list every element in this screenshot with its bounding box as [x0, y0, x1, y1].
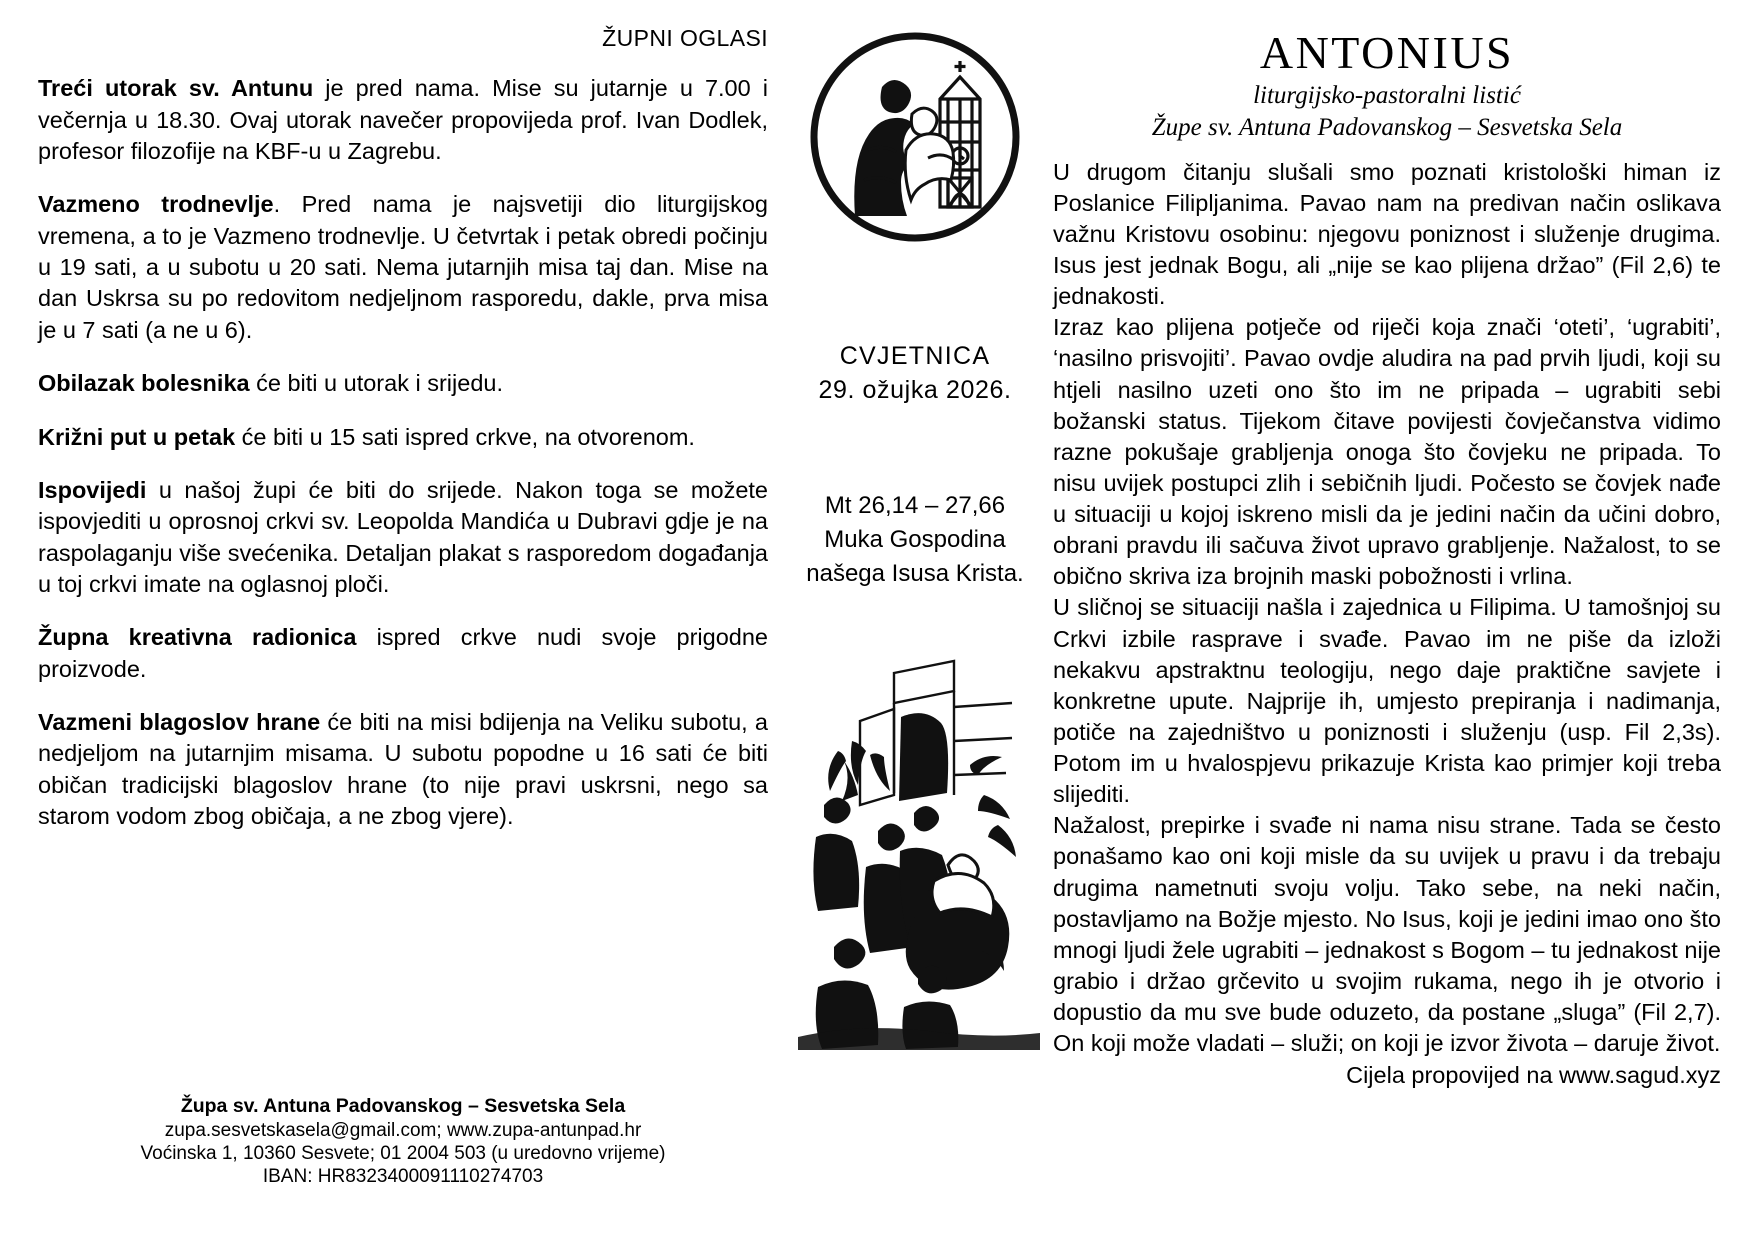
announcement-item	[38, 622, 768, 685]
announcement-lead: Vazmeno trodnevlje	[38, 191, 274, 218]
bulletin-date: 29. ožujka 2026.	[818, 375, 1012, 404]
parish-name: Župa sv. Antuna Padovanskog – Sesvetska Sela	[180, 1095, 626, 1117]
announcement-lead: Vazmeni blagoslov hrane	[38, 709, 321, 736]
announcements-heading: ŽUPNI OGLASI	[602, 25, 768, 51]
announcement-body: će biti na misi bdijenja na Veliku subotu, a nedjeljom na jutarnjim misama. U subotu popodne u 16 sati će biti običan tradicijski blagoslov hrane (to nije pravi uskrsni, nego sa starom vodom zbog običaja, a ne zbog vjere).	[38, 709, 768, 830]
announcements-column	[38, 26, 768, 832]
announcement-lead: Obilazak bolesnika	[38, 370, 250, 397]
announcement-item	[38, 422, 768, 453]
reflection-column	[1053, 28, 1721, 1091]
center-column	[790, 30, 1040, 591]
announcement-body: . Pred nama je najsvetiji dio liturgijskog vremena, a to je Vazmeno trodnevlje. U četvrtak i petak obredi počinju u 19 sati, a u subotu u 20 sati. Nema jutarnjih misa taj dan. Mise na dan Uskrsa su po redovitom nedjeljnom rasporedu, dakle, prva misa je u 7 sati (a ne u 6).	[38, 191, 769, 343]
parish-iban-line: IBAN: HR8323400091110274703	[262, 1166, 544, 1188]
reflection-article	[1053, 157, 1721, 1092]
announcement-item	[38, 73, 768, 167]
masthead-subtitle-1: liturgijsko-pastoralni listić	[1253, 81, 1521, 109]
liturgical-occasion: CVJETNICA	[839, 342, 991, 370]
masthead	[1053, 28, 1721, 144]
announcement-body: će biti u utorak i srijedu.	[249, 370, 503, 397]
parish-contact-footer	[38, 1095, 768, 1188]
palm-sunday-illustration	[798, 655, 1040, 1050]
parish-address-line: Voćinska 1, 10360 Sesvete; 01 2004 503 (u uredovno vrijeme)	[140, 1142, 666, 1164]
announcement-lead: Župna kreativna radionica	[38, 624, 357, 651]
gospel-title-line-2: našega Isusa Krista.	[806, 559, 1024, 587]
announcement-body: je pred nama. Mise su jutarnje u 7.00 i večernja u 18.30. Ovaj utorak navečer propovijeda prof. Ivan Dodlek, profesor filozofije na KBF-u u Zagrebu.	[38, 75, 768, 165]
reflection-paragraph: U sličnoj se situaciji našla i zajednica u Filipima. U tamošnjoj su Crkvi izbile rasprave i svađe. Pavao im ne piše da izloži nekakvu apstraktnu teologiju, nego daje praktične savjete i konkretne upute. Najprije ih, umjesto prepiranja i nadimanja, potiče na zajedništvo u poniznosti i služenju (usp. Fil 2,3s). Potom im u hvalospjevu prikazuje Krista kao primjer koji treba slijediti.	[1053, 594, 1721, 808]
masthead-subtitle-2: Župe sv. Antuna Padovanskog – Sesvetska Sela	[1151, 113, 1623, 141]
gospel-reference: Mt 26,14 – 27,66	[824, 491, 1006, 519]
reflection-paragraph: Izraz kao plijena potječe od riječi koja znači ‘oteti’, ‘ugrabiti’, ‘nasilno prisvojiti’. Pavao ovdje aludira na pad prvih ljudi, koji su htjeli nasilno uzeti ono što im ne pripada – ugrabiti sebi božanski status. Tijekom čitave povijesti čovječanstva vidimo razne pokušaje grabljenja onoga što čovjeku ne pripada. To nisu uvijek postupci zlih i sebičnih ljudi. Počesto se čovjek nađe u situaciji u kojoj iskreno misli da je jedini način da učini dobro, obrani pravdu ili sačuva život upravo grabljenje. Nažalost, to se obično skriva iza brojnih maski pobožnosti i vrlina.	[1053, 314, 1721, 590]
announcement-lead: Križni put u petak	[38, 423, 236, 450]
reflection-paragraph: U drugom čitanju slušali smo poznati kristološki himan iz Poslanice Filipljanima. Pavao nam na predivan način oslikava važnu Kristovu osobinu: njegovu poniznost i služenje drugima. Isus jest jednak Bogu, ali „nije se kao plijena držao” (Fil 2,6) te jednakosti.	[1053, 158, 1721, 310]
announcement-lead: Treći utorak sv. Antunu	[38, 75, 314, 102]
announcement-body: u našoj župi će biti do srijede. Nakon toga se možete ispovjediti u oprosnoj crkvi sv. Leopolda Mandića u Dubravi gdje je na raspolaganju više svećenika. Detaljan plakat s rasporedom događanja u toj crkvi imate na oglasnoj ploči.	[38, 476, 768, 597]
announcement-item	[38, 189, 768, 346]
announcement-item	[38, 475, 768, 600]
announcement-body: će biti u 15 sati ispred crkve, na otvorenom.	[235, 423, 695, 450]
masthead-title: ANTONIUS	[1259, 27, 1515, 78]
saint-anthony-emblem-icon	[808, 30, 1023, 245]
announcement-item	[38, 707, 768, 832]
reflection-paragraph: Nažalost, prepirke i svađe ni nama nisu strane. Tada se često ponašamo kao oni koji misle da su uvijek u pravu i da trebaju drugima nametnuti svoju volju. Tako sebe, na neki način, postavljamo na Božje mjesto. No Isus, koji je jedini imao ono što mnogi ljudi žele ugrabiti – jednakost s Bogom – tu jednakost nije grabio i držao grčevito u svojim rukama, nego ih je otvorio i dopustio da mu sve bude oduzeto, da postane „sluga” (Fil 2,7). On koji može vladati – služi; on koji je izvor života – daruje život.	[1053, 812, 1721, 1057]
gospel-reading-block	[790, 489, 1040, 591]
announcement-body: ispred crkve nudi svoje prigodne proizvode.	[38, 624, 768, 682]
reflection-closing-note: Cijela propovijed na www.sagud.xyz	[1346, 1062, 1721, 1089]
parish-contact-line: zupa.sesvetskasela@gmail.com; www.zupa-antunpad.hr	[164, 1119, 642, 1141]
announcement-lead: Ispovijedi	[38, 476, 147, 503]
gospel-title-line-1: Muka Gospodina	[824, 525, 1006, 553]
announcement-item	[38, 368, 768, 399]
